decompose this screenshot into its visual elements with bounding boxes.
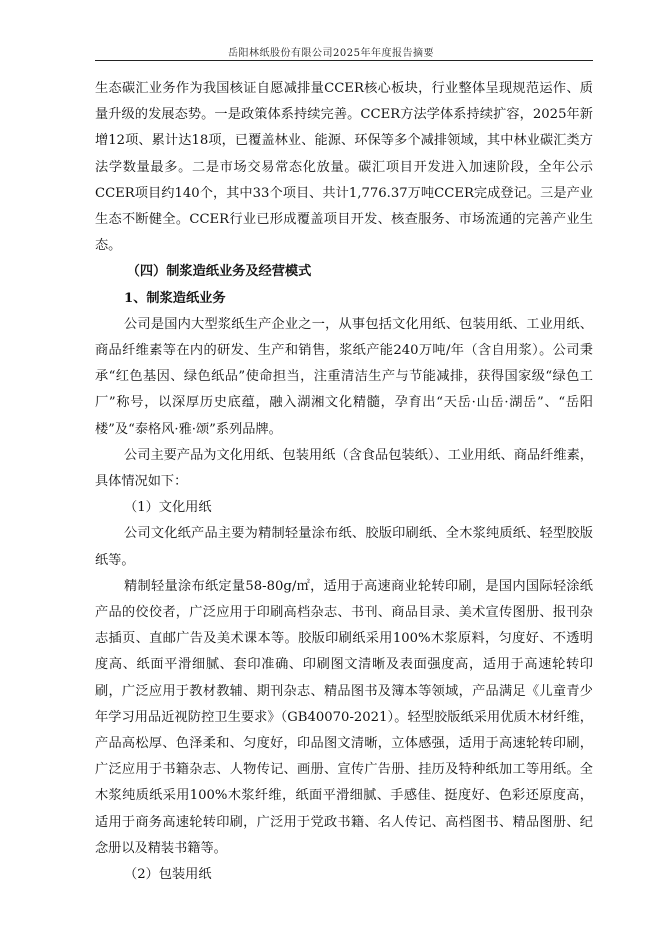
paragraph-ccer-overview: 生态碳汇业务作为我国核证自愿减排量CCER核心板块，行业整体呈现规范运作、质量升级的发展态势。一是政策体系持续完善。CCER方法学体系持续扩容，2025年新增12项、累计达18项，已覆盖林业、能源、环保等多个减排领域，其中林业碳汇类方法学数量最多。二是市场交易常态化放量。碳汇项目开发进入加速阶段，全年公示CCER项目约140个，其中33个项目、共计1,776.37万吨CCER完成登记。三是产业生态不断健全。CCER行业已形成覆盖项目开发、核查服务、市场流通的完善产业生态。 <box>95 81 593 254</box>
header-divider <box>95 60 593 61</box>
paragraph-main-products: 公司主要产品为文化用纸、包装用纸（含食品包装纸）、工业用纸、商品纤维素，具体情况如下： <box>95 447 593 490</box>
page-header: 岳阳林纸股份有限公司2025年年度报告摘要 <box>228 48 434 59</box>
paragraph-cultural-paper-products: 公司文化纸产品主要为精制轻量涂布纸、胶版印刷纸、全木浆纯质纸、轻型胶版纸等。 <box>95 526 593 568</box>
subsection-heading-pulp-paper-business: 1、制浆造纸业务 <box>124 290 226 306</box>
list-item-cultural-paper: （1）文化用纸 <box>124 500 212 516</box>
paragraph-company-intro: 公司是国内大型浆纸生产企业之一，从事包括文化用纸、包装用纸、工业用纸、商品纤维素等在内的研发、生产和销售，浆纸产能240万吨/年（含自用浆）。公司秉承“红色基因、绿色纸品”使命担当，注重清洁生产与节能减排，获得国家级“绿色工厂”称号，以深厚历史底蕴，融入湖湘文化精髓，孕育出“天岳·山岳·湖岳”、“岳阳楼”及“泰格风·雅·颂”系列品牌。 <box>95 316 593 437</box>
document-body <box>95 76 593 888</box>
paragraph-cultural-paper-details: 精制轻量涂布纸定量58-80g/㎡，适用于高速商业轮转印刷，是国内国际轻涂纸产品的佼佼者，广泛应用于印刷高档杂志、书刊、商品目录、美术宣传图册、报刊杂志插页、直邮广告及美术课本等。胶版印刷纸采用100%木浆原料，匀度好、不透明度高、纸面平滑细腻、套印准确、印刷图文清晰及表面强度高，适用于高速轮转印刷，广泛应用于教材教辅、期刊杂志、精品图书及簿本等领域，产品满足《儿童青少年学习用品近视防控卫生要求》（GB40070-2021）。轻型胶版纸采用优质木材纤维，产品高松厚、色泽柔和、匀度好，印品图文清晰，立体感强，适用于高速轮转印刷，广泛应用于书籍杂志、人物传记、画册、宣传广告册、挂历及特种纸加工等用纸。全木浆纯质纸采用100%木浆纤维，纸面平滑细腻、手感佳、挺度好、色彩还原度高，适用于商务高速轮转印刷，广泛用于党政书籍、名人传记、高档图书、精品图册、纪念册以及精装书籍等。 <box>95 578 593 856</box>
list-item-packaging-paper: （2）包装用纸 <box>124 867 212 883</box>
section-heading-pulp-paper: （四）制浆造纸业务及经营模式 <box>126 264 312 280</box>
